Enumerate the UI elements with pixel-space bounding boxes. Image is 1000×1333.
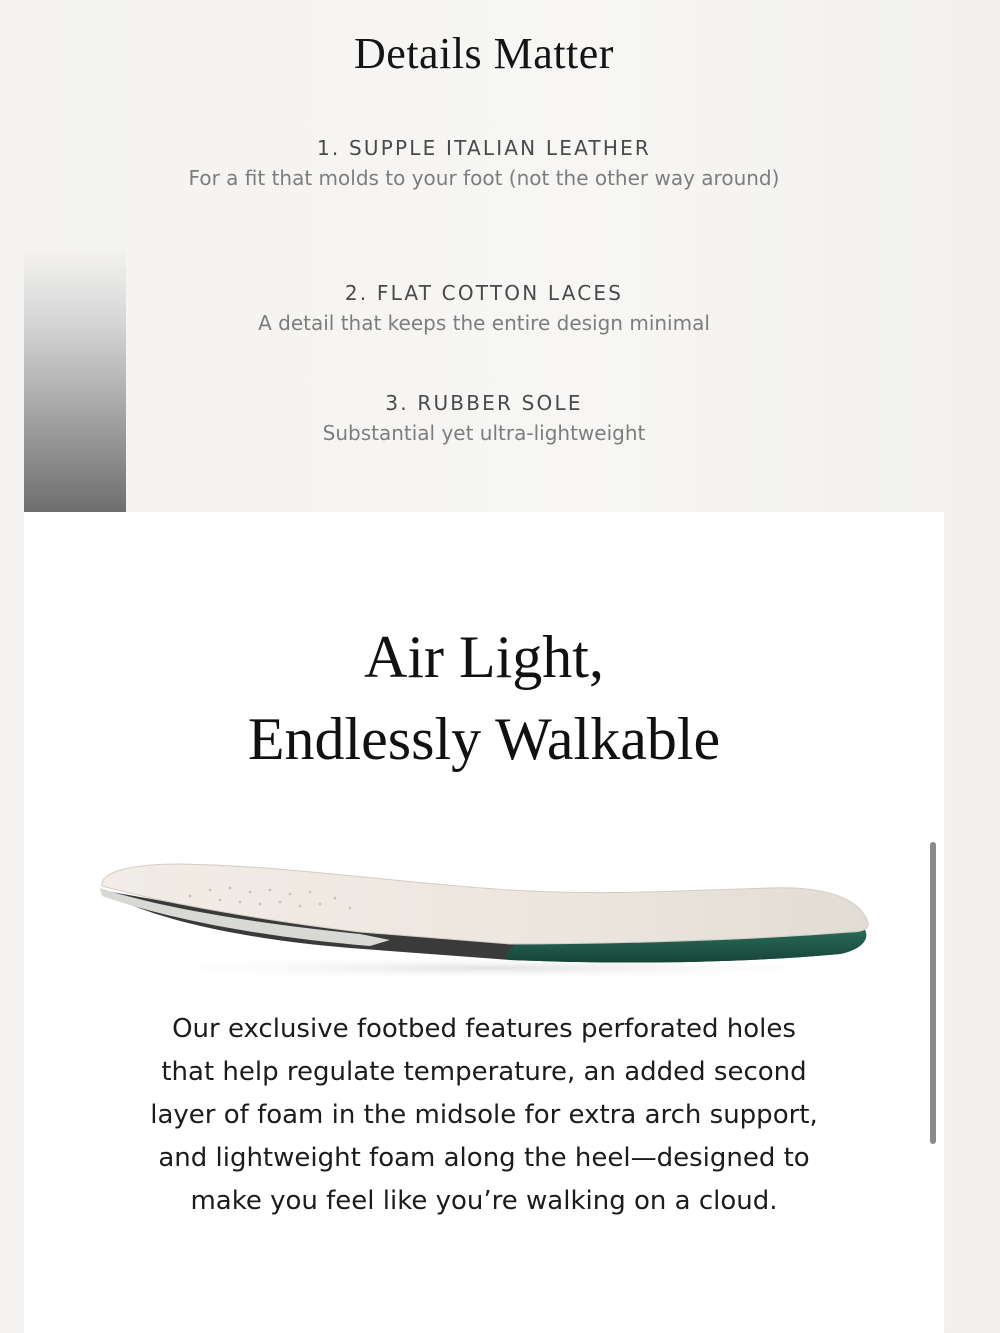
details-title: Details Matter [354, 29, 614, 78]
detail-item-laces [24, 279, 944, 339]
detail-heading: 3. RUBBER SOLE [385, 391, 583, 415]
feature-title-line2: Endlessly Walkable [247, 706, 721, 772]
detail-heading: 2. FLAT COTTON LACES [344, 281, 624, 305]
detail-text: Substantial yet ultra-lightweight [322, 421, 646, 445]
insole-image [90, 860, 880, 980]
feature-title [24, 616, 944, 780]
detail-text: For a fit that molds to your foot (not the other way around) [188, 166, 780, 190]
detail-item-leather [24, 134, 944, 194]
feature-section [24, 512, 944, 1333]
detail-item-sole [24, 389, 944, 449]
feature-description: Our exclusive footbed features perforated holes that help regulate temperature, an added second layer of foam in the midsole for extra arch support, and lightweight foam along the heel—designed to make you feel like you’re walking on a cloud. [150, 1014, 818, 1216]
detail-text: A detail that keeps the entire design minimal [258, 311, 710, 335]
feature-title-line1: Air Light, [364, 624, 604, 690]
detail-heading: 1. SUPPLE ITALIAN LEATHER [316, 136, 651, 160]
scrollbar-thumb[interactable] [930, 842, 936, 1144]
details-section [24, 0, 944, 512]
